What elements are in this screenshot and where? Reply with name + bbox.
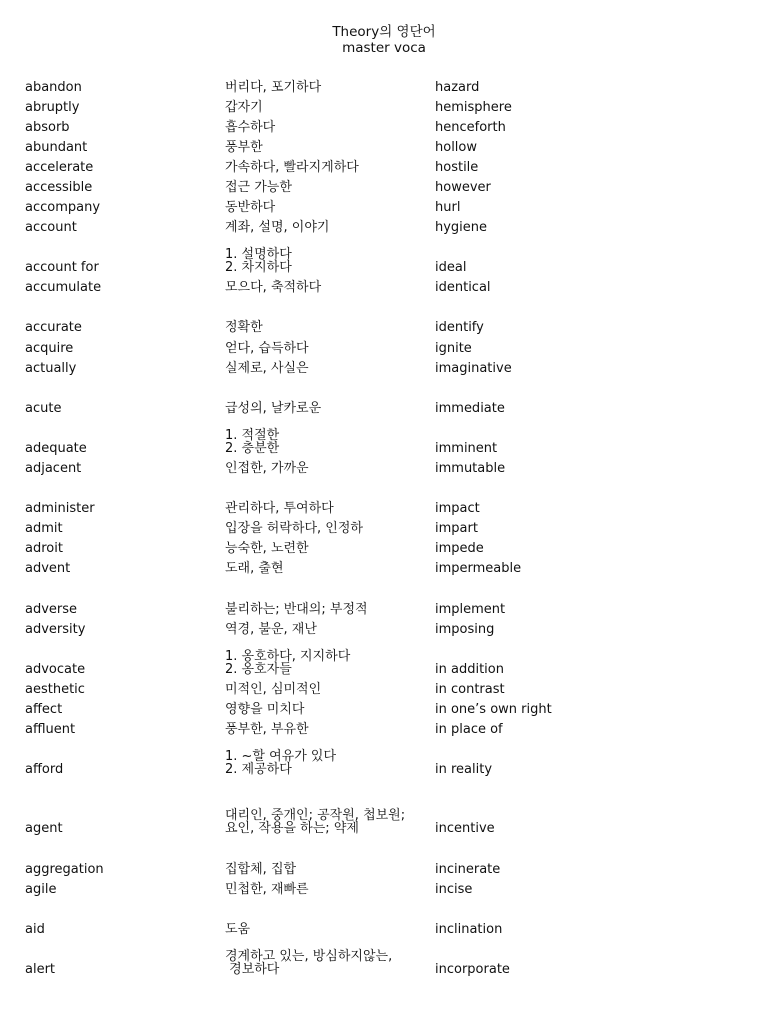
- vocab-word: affluent: [25, 722, 76, 737]
- vocab-meaning-line: 불리하는; 반대의; 부정적: [225, 602, 368, 617]
- vocab-meaning-line: 계좌, 설명, 이야기: [225, 220, 330, 235]
- vocab-word-right: impede: [435, 541, 484, 556]
- vocab-word-right: however: [435, 180, 491, 195]
- vocab-meaning: [225, 221, 329, 234]
- vocab-word: adroit: [25, 541, 63, 556]
- vocab-meaning: [225, 362, 309, 375]
- vocab-word-right: impermeable: [435, 561, 522, 576]
- vocab-word-right: ideal: [435, 260, 467, 275]
- vocab-word: accompany: [25, 200, 101, 215]
- vocab-word-right: imminent: [435, 441, 498, 456]
- vocab-word: accurate: [25, 320, 82, 335]
- vocab-meaning-line: 얻다, 습득하다: [225, 341, 309, 356]
- vocab-word: adequate: [25, 441, 87, 456]
- vocab-word-right: hollow: [435, 140, 478, 155]
- vocab-meaning-line: 능숙한, 노련한: [225, 541, 309, 556]
- vocab-meaning-line: 대리인, 중개인; 공작원, 첩보원;: [225, 808, 406, 823]
- vocab-meaning-line: 1. ~할 여유가 있다: [225, 749, 337, 764]
- vocab-word-right: in reality: [435, 762, 493, 777]
- vocab-word: accessible: [25, 180, 93, 195]
- vocab-word-right: incentive: [435, 821, 495, 836]
- vocab-word: abandon: [25, 80, 82, 95]
- vocab-word: advocate: [25, 662, 86, 677]
- vocab-word: admit: [25, 521, 63, 536]
- vocab-meaning-line: 관리하다, 투여하다: [225, 501, 334, 516]
- vocab-word: afford: [25, 762, 64, 777]
- vocab-word-right: hazard: [435, 80, 480, 95]
- vocab-word: account: [25, 220, 77, 235]
- vocab-meaning: [225, 181, 292, 194]
- vocab-meaning: [225, 750, 336, 776]
- vocab-meaning-line: 민첩한, 재빠른: [225, 882, 309, 897]
- vocab-word-right: immediate: [435, 401, 505, 416]
- vocab-word: administer: [25, 501, 95, 516]
- vocab-word: adverse: [25, 602, 78, 617]
- vocab-meaning-line: 실제로, 사실은: [225, 361, 309, 376]
- vocab-meaning-line: 도래, 출현: [225, 561, 284, 576]
- vocab-meaning-line: 모으다, 축적하다: [225, 280, 322, 295]
- vocab-meaning: [225, 723, 309, 736]
- vocab-word: acquire: [25, 341, 74, 356]
- page-title: Theory의 영단어: [332, 24, 436, 40]
- vocab-meaning-line: 정확한: [225, 320, 263, 335]
- vocab-word: adversity: [25, 622, 86, 637]
- vocab-word-right: in place of: [435, 722, 503, 737]
- vocab-meaning-line: 경계하고 있는, 방심하지않는,: [225, 949, 393, 964]
- vocab-meaning-line: 동반하다: [225, 200, 276, 215]
- vocab-meaning-line: 2. 차지하다: [225, 260, 292, 275]
- vocab-word-right: incorporate: [435, 962, 510, 977]
- vocab-meaning: [225, 321, 263, 334]
- vocab-meaning-line: 1. 옹호하다, 지지하다: [225, 649, 351, 664]
- vocab-word: affect: [25, 702, 63, 717]
- vocab-meaning: [225, 623, 317, 636]
- vocab-meaning-line: 흡수하다: [225, 120, 276, 135]
- vocab-word-right: identify: [435, 320, 484, 335]
- vocab-meaning: [225, 161, 359, 174]
- vocab-word-right: hygiene: [435, 220, 488, 235]
- page-subtitle: master voca: [342, 40, 426, 56]
- vocab-word: absorb: [25, 120, 70, 135]
- vocab-meaning: [225, 502, 334, 515]
- vocab-meaning: [225, 248, 292, 274]
- vocab-meaning: [225, 703, 304, 716]
- vocab-meaning: [225, 101, 263, 114]
- vocab-meaning-line: 집합체, 집합: [225, 862, 297, 877]
- vocab-meaning: [225, 683, 321, 696]
- vocab-meaning-line: 풍부한: [225, 140, 263, 155]
- vocab-meaning: [225, 603, 368, 616]
- vocab-word: aid: [25, 922, 45, 937]
- vocab-meaning-line: 입장을 허락하다, 인정하: [225, 521, 363, 536]
- vocab-meaning-line: 역경, 불운, 재난: [225, 622, 317, 637]
- vocab-word: abundant: [25, 140, 88, 155]
- vocab-word-right: implement: [435, 602, 506, 617]
- vocab-meaning-line: 갑자기: [225, 100, 263, 115]
- vocab-word-right: hostile: [435, 160, 479, 175]
- vocab-word-right: in addition: [435, 662, 504, 677]
- vocab-meaning: [225, 863, 296, 876]
- vocab-word: abruptly: [25, 100, 80, 115]
- vocab-word: aesthetic: [25, 682, 85, 697]
- vocab-word: advent: [25, 561, 71, 576]
- vocab-meaning-line: 가속하다, 빨라지게하다: [225, 160, 359, 175]
- vocab-meaning-line: 2. 옹호자들: [225, 662, 292, 677]
- vocab-meaning: [225, 201, 275, 214]
- vocab-word-right: imaginative: [435, 361, 512, 376]
- vocab-word: acute: [25, 401, 62, 416]
- vocab-word-right: incinerate: [435, 862, 501, 877]
- vocab-meaning-line: 2. 제공하다: [225, 762, 292, 777]
- vocab-word: agent: [25, 821, 63, 836]
- vocab-word-right: inclination: [435, 922, 503, 937]
- vocab-word-right: in one’s own right: [435, 702, 552, 717]
- vocab-word-right: henceforth: [435, 120, 506, 135]
- vocab-meaning: [225, 923, 250, 936]
- vocab-meaning: [225, 141, 263, 154]
- vocab-meaning-line: 요인, 작용을 하는; 약제: [225, 821, 359, 836]
- vocab-meaning-line: 2. 충분한: [225, 441, 280, 456]
- vocab-meaning: [225, 342, 309, 355]
- vocab-meaning: [225, 402, 321, 415]
- vocab-word: agile: [25, 882, 57, 897]
- vocab-meaning-line: 급성의, 날카로운: [225, 401, 322, 416]
- vocab-meaning: [225, 650, 350, 676]
- vocab-word-right: immutable: [435, 461, 506, 476]
- vocab-meaning-line: 접근 가능한: [225, 180, 292, 195]
- vocab-meaning: [225, 281, 321, 294]
- vocab-meaning: [225, 121, 275, 134]
- vocab-word-right: hurl: [435, 200, 461, 215]
- vocab-meaning-line: 영향을 미치다: [225, 702, 305, 717]
- vocab-meaning: [225, 81, 321, 94]
- vocab-word-right: in contrast: [435, 682, 505, 697]
- vocab-word-right: impart: [435, 521, 478, 536]
- vocab-word: aggregation: [25, 862, 104, 877]
- vocab-meaning-line: 인접한, 가까운: [225, 461, 309, 476]
- vocab-word-right: identical: [435, 280, 491, 295]
- vocab-meaning: [225, 950, 392, 976]
- vocab-meaning-line: 1. 적절한: [225, 428, 280, 443]
- vocab-meaning-line: 경보하다: [225, 962, 280, 977]
- vocab-word: accelerate: [25, 160, 94, 175]
- vocab-meaning: [225, 462, 309, 475]
- vocab-word: actually: [25, 361, 77, 376]
- vocab-meaning: [225, 429, 279, 455]
- vocab-meaning-line: 미적인, 심미적인: [225, 682, 322, 697]
- vocab-word-right: ignite: [435, 341, 472, 356]
- vocab-meaning: [225, 522, 363, 535]
- vocab-word: account for: [25, 260, 99, 275]
- vocab-meaning-line: 1. 설명하다: [225, 247, 292, 262]
- vocab-word: alert: [25, 962, 56, 977]
- vocab-meaning: [225, 562, 284, 575]
- vocab-word-right: impact: [435, 501, 480, 516]
- vocab-meaning-line: 풍부한, 부유한: [225, 722, 309, 737]
- vocab-word: adjacent: [25, 461, 82, 476]
- vocab-meaning-line: 도움: [225, 922, 251, 937]
- vocab-meaning: [225, 809, 405, 835]
- vocab-meaning-line: 버리다, 포기하다: [225, 80, 322, 95]
- vocab-word-right: incise: [435, 882, 473, 897]
- vocab-word-right: imposing: [435, 622, 495, 637]
- vocab-word-right: hemisphere: [435, 100, 512, 115]
- vocab-meaning: [225, 883, 309, 896]
- vocab-meaning: [225, 542, 309, 555]
- vocab-word: accumulate: [25, 280, 102, 295]
